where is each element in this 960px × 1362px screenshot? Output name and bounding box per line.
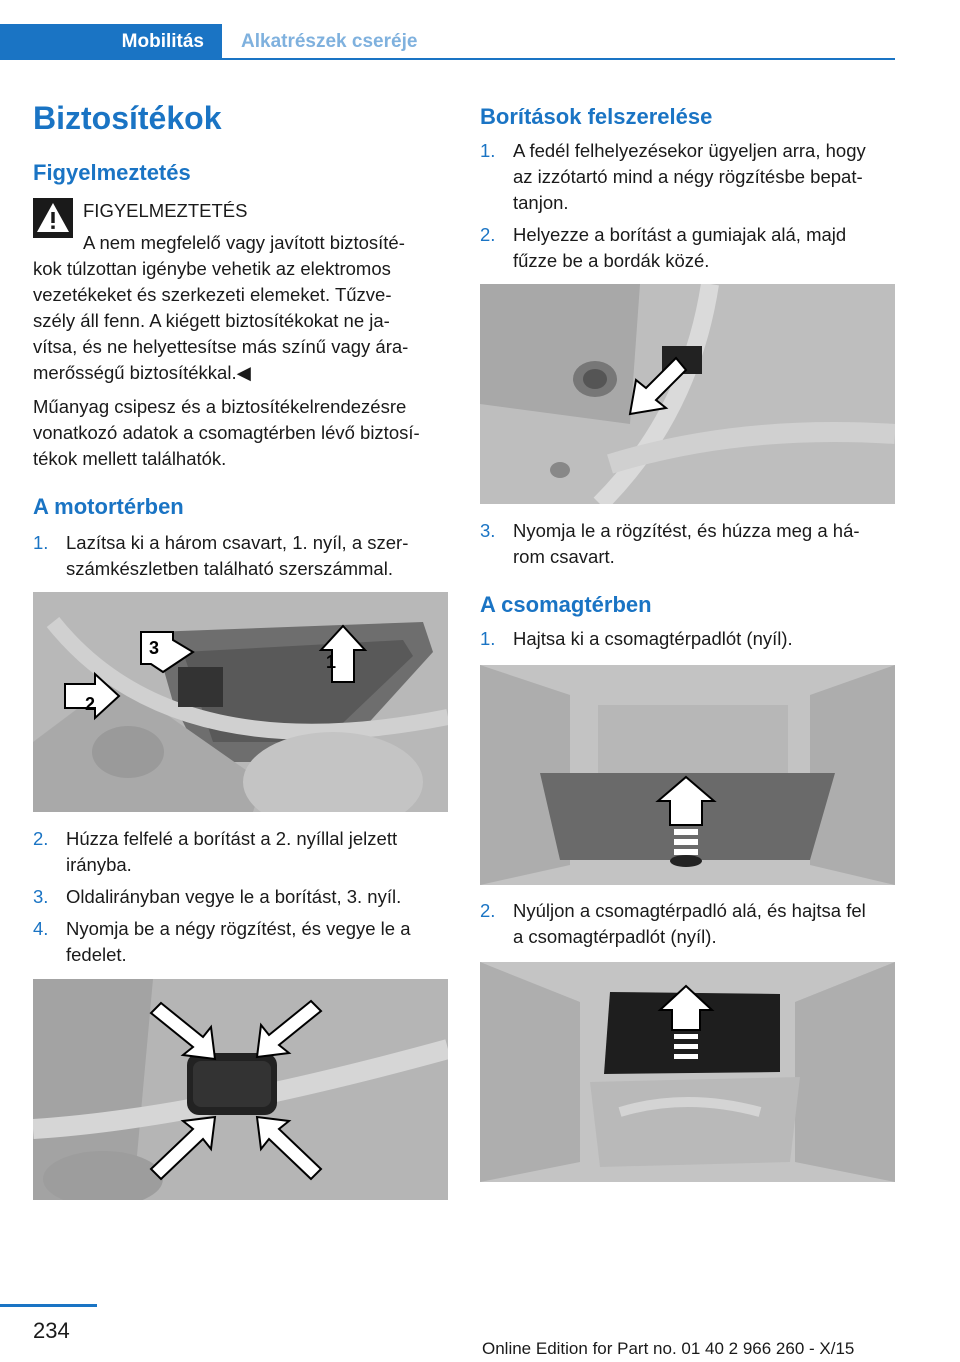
step-text: irányba. <box>66 854 132 875</box>
step-text: fűzze be a bordák közé. <box>513 250 710 271</box>
figure-fuse-cover <box>33 979 448 1200</box>
step-text: Nyomja be a négy rögzítést, és vegye le a <box>66 918 411 939</box>
step-text: Húzza felfelé a borítást a 2. nyíllal jelzett <box>66 828 398 849</box>
step-number: 1. <box>480 140 496 161</box>
step-text: A fedél felhelyezésekor ügyeljen arra, hogy <box>513 140 866 161</box>
warning-line: vezetékeket és szerkezeti elemeket. Tűzve- <box>33 284 392 305</box>
page-title: Biztosítékok <box>33 100 222 136</box>
warning-line: vítsa, és ne helyettesítse más színű vagy ára- <box>33 336 409 357</box>
header-tab-bar <box>0 24 895 62</box>
trunk-heading: A csomagtérben <box>480 592 652 617</box>
tab-section-label[interactable]: Alkatrészek cseréje <box>241 31 418 52</box>
step-number: 2. <box>33 828 49 849</box>
footer-accent-line <box>0 1304 97 1307</box>
step-text: Hajtsa ki a csomagtérpadlót (nyíl). <box>513 628 793 649</box>
step-text: a csomagtérpadlót (nyíl). <box>513 926 717 947</box>
footer-edition: Online Edition for Part no. 01 40 2 966 260 - X/15 <box>482 1339 855 1358</box>
page-number: 234 <box>33 1318 70 1343</box>
warning-label: FIGYELMEZTETÉS <box>83 200 248 221</box>
warning-line: A nem megfelelő vagy javított biztosíté- <box>83 232 405 253</box>
step-text: fedelet. <box>66 944 127 965</box>
warning-icon <box>33 198 73 238</box>
step-number: 2. <box>480 900 496 921</box>
figure-engine-bay <box>33 592 448 812</box>
step-text: az izzótartó mind a négy rögzítésbe bepat- <box>513 166 863 187</box>
figure-label: 1 <box>326 652 337 672</box>
figure-label: 2 <box>85 694 96 714</box>
step-text: Lazítsa ki a három csavart, 1. nyíl, a szer- <box>66 532 409 553</box>
tab-underline <box>222 58 895 60</box>
step-number: 1. <box>480 628 496 649</box>
tab-mobilitas-label: Mobilitás <box>121 31 204 52</box>
figure-trunk-floor <box>480 665 895 885</box>
warning-line: kok túlzottan igénybe vehetik az elektromos <box>33 258 391 279</box>
info-line: tékok mellett találhatók. <box>33 448 227 469</box>
step-text: számkészletben található szerszámmal. <box>66 558 393 579</box>
engine-heading: A motortérben <box>33 494 184 519</box>
figure-cover-seal <box>480 284 895 504</box>
step-number: 1. <box>33 532 49 553</box>
step-text: Nyúljon a csomagtérpadló alá, és hajtsa fel <box>513 900 866 921</box>
warning-line: szély áll fenn. A kiégett biztosítékokat ne ja- <box>33 310 390 331</box>
info-line: vonatkozó adatok a csomagtérben lévő biztosí- <box>33 422 420 443</box>
figure-label: 3 <box>149 638 160 658</box>
step-number: 3. <box>33 886 49 907</box>
step-text: tanjon. <box>513 192 569 213</box>
warning-heading: Figyelmeztetés <box>33 160 191 185</box>
step-text: Helyezze a borítást a gumiajak alá, majd <box>513 224 847 245</box>
step-number: 4. <box>33 918 49 939</box>
step-text: Oldalirányban vegye le a borítást, 3. nyíl. <box>66 886 402 907</box>
step-text: rom csavart. <box>513 546 615 567</box>
install-heading: Borítások felszerelése <box>480 104 713 129</box>
info-line: Műanyag csipesz és a biztosítékelrendezésre <box>33 396 407 417</box>
step-text: Nyomja le a rögzítést, és húzza meg a há- <box>513 520 860 541</box>
figure-trunk-floor-raised <box>480 962 895 1182</box>
step-number: 2. <box>480 224 496 245</box>
step-number: 3. <box>480 520 496 541</box>
warning-line: merősségű biztosítékkal.◀ <box>33 362 251 383</box>
